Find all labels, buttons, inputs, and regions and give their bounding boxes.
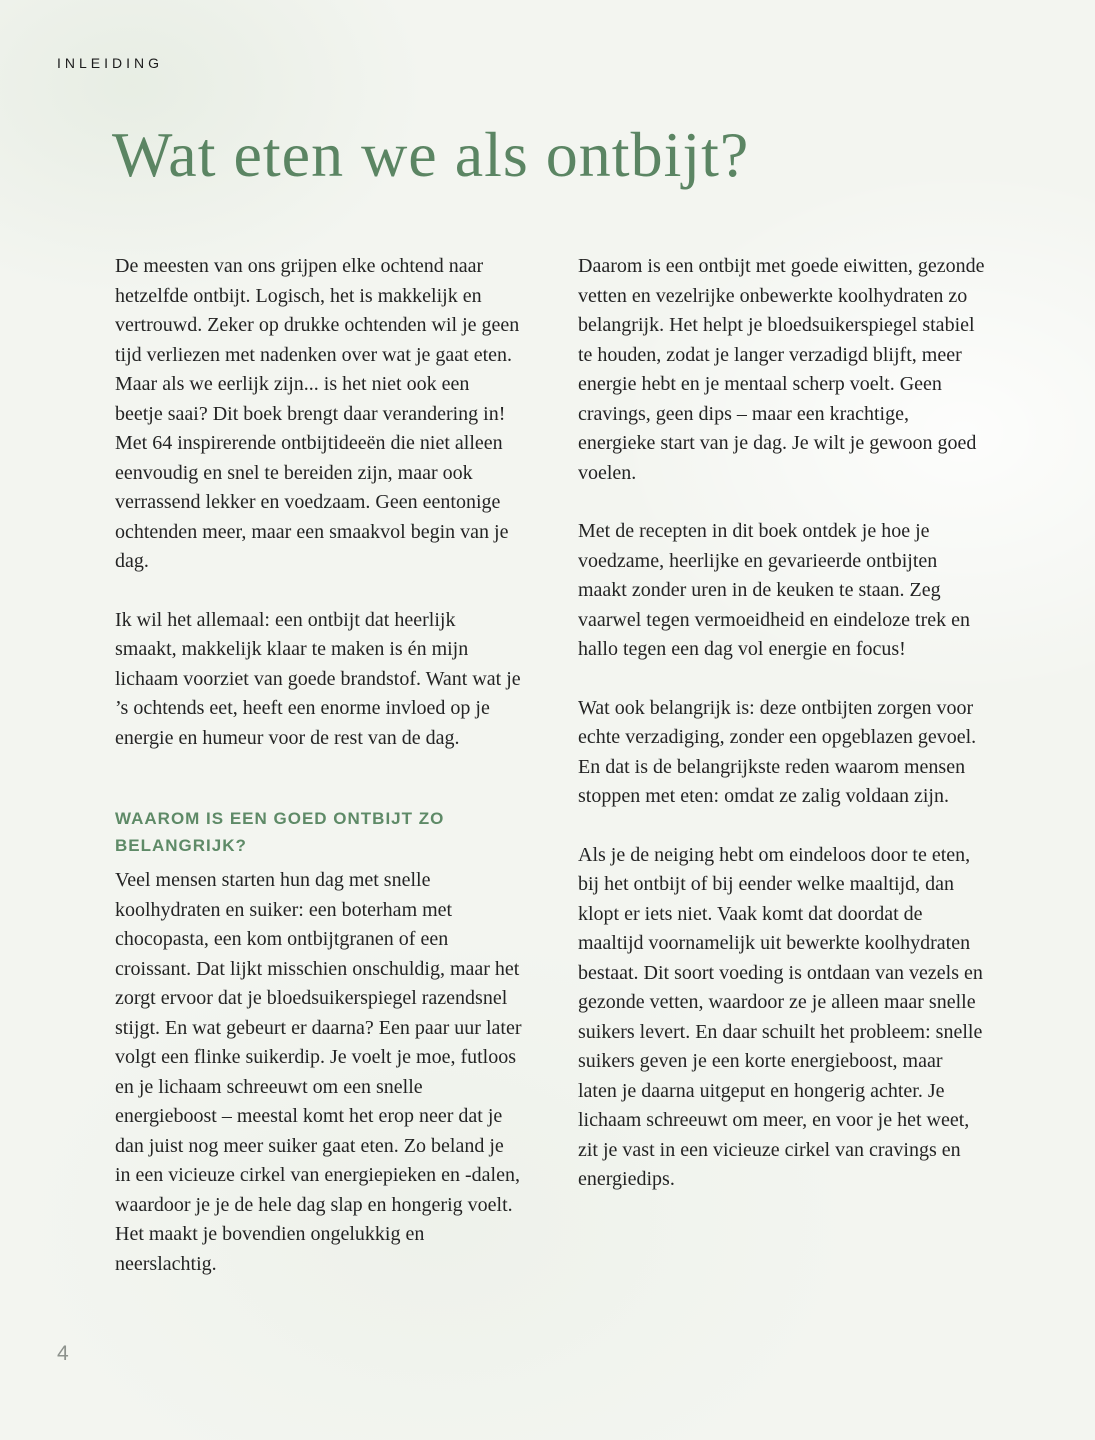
body-paragraph: De meesten van ons grijpen elke ochtend naar hetzelfde ontbijt. Logisch, het is makkelijk en vertrouwd. Zeker op drukke ochtenden wil je geen tijd verliezen met nadenken over wat je gaat eten. Maar als we eerlijk zijn... is het niet ook een beetje saai? Dit boek brengt daar verandering in! Met 64 inspirerende ontbijtideeën die niet alleen eenvoudig en snel te bereiden zijn, maar ook verrassend lekker en voedzaam. Geen eentonige ochtenden meer, maar een smaakvol begin van je dag. — [115, 255, 520, 572]
body-paragraph: Wat ook belangrijk is: deze ontbijten zorgen voor echte verzadiging, zonder een opgeblazen gevoel. En dat is de belangrijkste reden waarom mensen stoppen met eten: omdat ze zalig voldaan zijn. — [578, 696, 977, 807]
left-column — [115, 252, 522, 1308]
page-title: Wat eten we als ontbijt? — [112, 119, 750, 190]
body-paragraph: Met de recepten in dit boek ontdek je hoe je voedzame, heerlijke en gevarieerde ontbijten maakt zonder uren in de keuken te staan. Zeg vaarwel tegen vermoeidheid en eindeloze trek en hallo tegen een dag vol energie en focus! — [578, 520, 971, 660]
body-paragraph: Als je de neiging hebt om eindeloos door te eten, bij het ontbijt of bij eender welke maaltijd, dan klopt er iets niet. Vaak komt dat doordat de maaltijd voornamelijk uit bewerkte koolhydraten bestaat. Dit soort voeding is ontdaan van vezels en gezonde vetten, waardoor ze je alleen maar snelle suikers levert. En daar schuilt het probleem: snelle suikers geven je een korte energieboost, maar laten je daarna uitgeput en hongerig achter. Je lichaam schreeuwt om meer, en voor je het weet, zit je vast in een vicieuze cirkel van cravings en energiedips. — [578, 843, 983, 1190]
body-paragraph: Ik wil het allemaal: een ontbijt dat heerlijk smaakt, makkelijk klaar te maken is én mijn lichaam voorziet van goede brandstof. Want wat je ’s ochtends eet, heeft een enorme invloed op je energie en humeur voor de rest van de dag. — [115, 608, 521, 749]
body-paragraph: Daarom is een ontbijt met goede eiwitten, gezonde vetten en vezelrijke onbewerkte koolhydraten zo belangrijk. Het helpt je bloedsuikerspiegel stabiel te houden, zodat je langer verzadigd blijft, meer energie hebt en je mentaal scherp voelt. Geen cravings, geen dips – maar een krachtige, energieke start van je dag. Je wilt je gewoon goed voelen. — [578, 255, 985, 484]
page-number: 4 — [57, 1342, 69, 1365]
text-columns — [115, 252, 985, 1308]
section-kicker: INLEIDING — [57, 55, 164, 71]
section-subheading: WAAROM IS EEN GOED ONTBIJT ZO BELANGRIJK? — [115, 809, 445, 855]
body-paragraph: Veel mensen starten hun dag met snelle koolhydraten en suiker: een boterham met chocopasta, een kom ontbijtgranen of een croissant. Dat lijkt misschien onschuldig, maar het zorgt ervoor dat je bloedsuikerspiegel razendsnel stijgt. En wat gebeurt er daarna? Een paar uur later volgt een flinke suikerdip. Je voelt je moe, futloos en je lichaam schreeuwt om een snelle energieboost – meestal komt het erop neer dat je dan juist nog meer suiker gaat eten. Zo beland je in een vicieuze cirkel van energiepieken en -dalen, waardoor je je de hele dag slap en hongerig voelt. Het maakt je bovendien ongelukkig en neerslachtig. — [115, 869, 522, 1275]
right-column — [578, 252, 985, 1308]
